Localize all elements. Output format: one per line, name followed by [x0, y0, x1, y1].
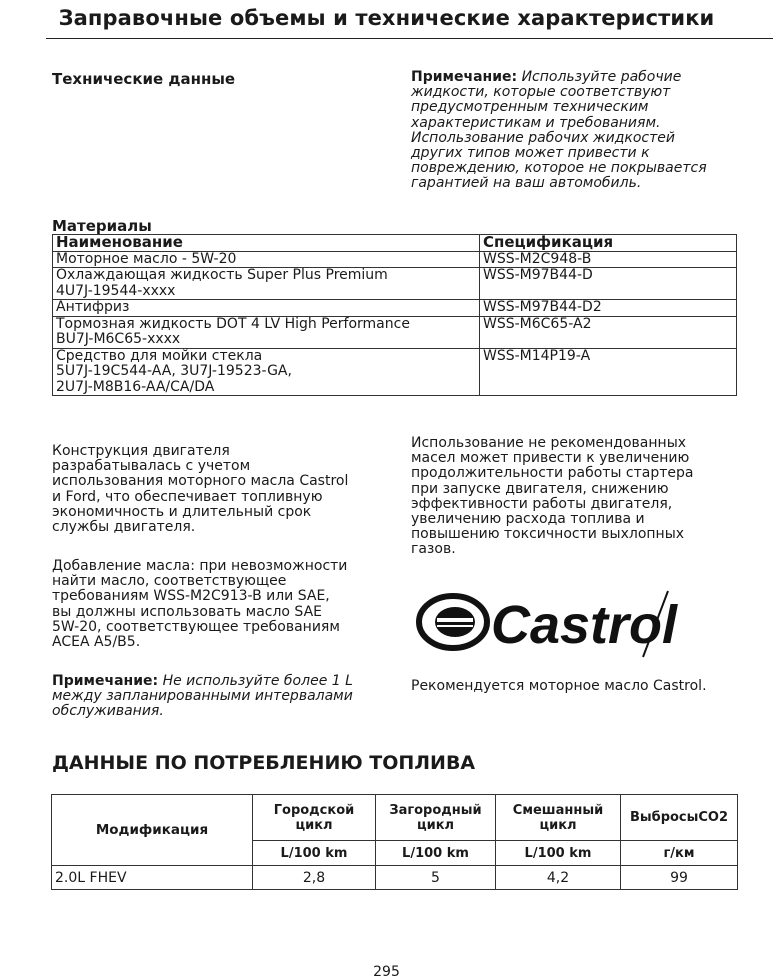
- paragraph-line: требованиям WSS-M2C913-B или SAE,: [52, 588, 330, 605]
- material-spec: WSS-M6C65-A2: [480, 316, 737, 348]
- fuel-section-heading: ДАННЫЕ ПО ПОТРЕБЛЕНИЮ ТОПЛИВА: [52, 752, 476, 774]
- material-spec: WSS-M97B44-D: [480, 268, 737, 300]
- note-line: обслуживания.: [52, 703, 164, 720]
- co2-value: 99: [621, 866, 738, 890]
- paragraph-line: использования моторного масла Castrol: [52, 473, 349, 490]
- material-name: [53, 300, 480, 317]
- note-line: предусмотренным техническим: [411, 99, 649, 116]
- header-spec: Спецификация: [480, 235, 737, 252]
- header-co2: [621, 795, 738, 841]
- note-fluids: [411, 70, 741, 192]
- logo-stripe: [437, 618, 473, 622]
- header-line: ВыбросыCO2: [629, 810, 729, 825]
- note-line: других типов может привести к: [411, 145, 650, 162]
- material-name-line: Моторное масло - 5W-20: [56, 250, 237, 267]
- material-name: [53, 251, 480, 268]
- page-title: Заправочные объемы и технические характеристики: [58, 6, 715, 30]
- modification-cell: 2.0L FHEV: [52, 866, 253, 890]
- header-line: цикл: [539, 817, 577, 833]
- fuel-header-row: [52, 795, 738, 841]
- city-value: 2,8: [253, 866, 376, 890]
- material-name: [53, 348, 480, 396]
- material-name-line: BU7J-M6C65-xxxx: [56, 331, 181, 347]
- paragraph-line: 5W-20, соответствующее требованиям: [52, 618, 340, 635]
- unit-co2: г/км: [621, 841, 738, 866]
- paragraph-line: вы должны использовать масло SAE: [52, 603, 322, 620]
- tech-data-heading: Технические данные: [52, 70, 236, 88]
- header-combined-cycle: [496, 795, 621, 841]
- note-line: Не используйте более 1 L: [158, 673, 353, 689]
- paragraph-line: экономичность и длительный срок: [52, 503, 312, 520]
- note-line: повреждению, которое не покрывается: [411, 160, 707, 177]
- materials-caption: Материалы: [52, 217, 152, 235]
- header-line: цикл: [416, 817, 455, 833]
- highway-value: 5: [376, 866, 496, 890]
- castrol-logo-graphic: [413, 585, 703, 663]
- paragraph-line: Добавление масла: при невозможности: [52, 558, 348, 574]
- header-city-cycle: [253, 795, 376, 841]
- table-header-row: [53, 235, 737, 252]
- title-divider: [46, 38, 773, 39]
- material-spec: WSS-M14P19-A: [480, 348, 737, 396]
- header-line: Городской: [273, 802, 355, 818]
- combined-value: 4,2: [496, 866, 621, 890]
- unit-highway: L/100 km: [376, 841, 496, 866]
- note-oil-limit: [52, 674, 387, 720]
- materials-table: [52, 234, 737, 396]
- logo-stripe: [437, 625, 473, 627]
- table-row: [52, 866, 738, 890]
- table-row: [53, 348, 737, 396]
- oil-adding-paragraph: [52, 559, 382, 650]
- note-line: Использование рабочих жидкостей: [411, 129, 675, 146]
- unit-city: L/100 km: [253, 841, 376, 866]
- paragraph-line: службы двигателя.: [52, 519, 196, 536]
- table-row: [53, 316, 737, 348]
- paragraph-line: найти масло, соответствующее: [52, 573, 287, 590]
- paragraph-line: эффективности работы двигателя,: [411, 495, 673, 512]
- header-line: цикл: [295, 817, 333, 833]
- material-name-line: 2U7J-M8B16-AA/CA/DA: [56, 378, 215, 395]
- table-row: [53, 251, 737, 268]
- page-number: 295: [373, 964, 400, 980]
- logo-caption: Рекомендуется моторное масло Castrol.: [411, 678, 707, 694]
- header-highway-cycle: [376, 795, 496, 841]
- material-name-line: Средство для мойки стекла: [56, 347, 263, 364]
- material-name: [53, 268, 480, 300]
- paragraph-line: масел может привести к увеличению: [411, 450, 690, 467]
- material-name-line: 5U7J-19C544-AA, 3U7J-19523-GA,: [56, 363, 292, 379]
- unit-combined: L/100 km: [496, 841, 621, 866]
- paragraph-line: газов.: [411, 541, 456, 558]
- material-spec: WSS-M97B44-D2: [480, 300, 737, 317]
- note-line: Используйте рабочие: [517, 69, 682, 85]
- engine-design-paragraph: [52, 444, 382, 535]
- note-label: Примечание:: [411, 69, 518, 85]
- castrol-logo: [413, 585, 703, 663]
- table-row: [53, 300, 737, 317]
- note-line: жидкости, которые соответствуют: [411, 84, 671, 101]
- note-line: характеристикам и требованиям.: [411, 114, 661, 131]
- material-name-line: Антифриз: [56, 299, 130, 315]
- material-name-line: 4U7J-19544-xxxx: [56, 282, 176, 299]
- material-name: [53, 316, 480, 348]
- paragraph-line: и Ford, что обеспечивает топливную: [52, 488, 323, 505]
- logo-wordmark: Castrol: [491, 595, 678, 655]
- paragraph-line: при запуске двигателя, снижению: [411, 480, 669, 497]
- header-name: Наименование: [53, 235, 480, 252]
- note-label: Примечание:: [52, 673, 159, 689]
- paragraph-line: ACEA A5/B5.: [52, 634, 141, 651]
- paragraph-line: увеличению расхода топлива и: [411, 511, 645, 528]
- header-modification: Модификация: [52, 795, 253, 866]
- paragraph-line: Конструкция двигателя: [52, 443, 230, 459]
- material-name-line: Тормозная жидкость DOT 4 LV High Performance: [56, 315, 410, 332]
- material-name-line: Охлаждающая жидкость Super Plus Premium: [56, 267, 388, 283]
- paragraph-line: Использование не рекомендованных: [411, 435, 687, 451]
- header-line: Загородный: [389, 802, 482, 818]
- paragraph-line: повышению токсичности выхлопных: [411, 526, 685, 543]
- non-recommended-oil-paragraph: [411, 436, 741, 558]
- note-line: гарантией на ваш автомобиль.: [411, 175, 642, 192]
- paragraph-line: разрабатывалась с учетом: [52, 458, 251, 475]
- header-line: Смешанный: [512, 802, 604, 818]
- note-line: между запланированными интервалами: [52, 688, 353, 705]
- table-row: [53, 268, 737, 300]
- paragraph-line: продолжительности работы стартера: [411, 465, 694, 482]
- material-spec: WSS-M2C948-B: [480, 251, 737, 268]
- fuel-table: [51, 794, 738, 890]
